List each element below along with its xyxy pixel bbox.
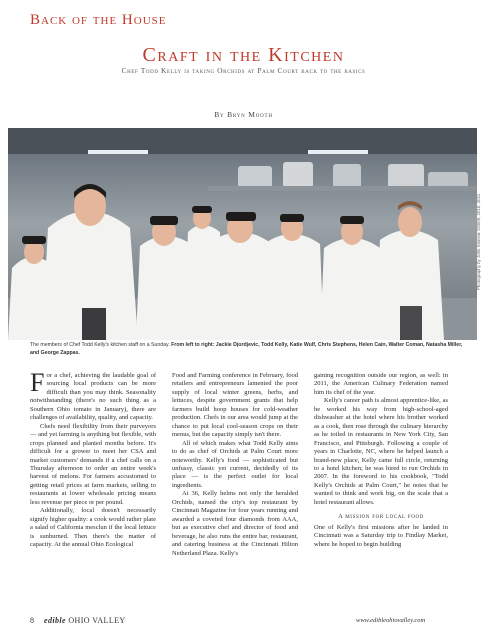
article-title: Craft in the Kitchen <box>142 44 345 66</box>
article-column-3 <box>314 372 448 622</box>
caption-text: The members of Chef Todd Kelly's kitchen staff on a Sunday. <box>30 342 170 348</box>
paragraph: At 36, Kelly helms not only the heralded Orchids, named the city's top restaurant by Cincinnati Magazine for four years running and awarded a coveted four diamonds from AAA, but as executive chef and director of food and beverage, he also runs the entire bar, restaurant, and catering business at the Cincinnati Hilton Netherland Plaza. Kelly's <box>172 490 298 557</box>
paragraph: Additionally, local doesn't necessarily signify higher quality: a cook would rather plate a salad of California mesclun if the local lettuce is sunburned. Then there's the matter of capacity. At the annual Ohio Ecological <box>30 507 156 549</box>
section-label: Back of the House <box>30 12 167 28</box>
website-url: www.edibleohiovalley.com <box>356 617 426 624</box>
magazine-title: OHIO VALLEY <box>68 616 126 625</box>
paragraph: Chefs need flexibility from their purveyors — and yet farming is anything but flexible, with crops planned and planted months before. It's difficult for a grower to meet her CSA and market customers' demands if a chef calls on a Thursday afternoon to order an entire week's harvest of melons. For farmers accustomed to getting retail prices at farm markets, selling to restaurants at lower wholesale pricing means less revenue per piece or per pound. <box>30 422 156 506</box>
article-subtitle: Chef Todd Kelly is taking Orchids at Palm Court back to the basics <box>121 66 366 75</box>
section-subhead: A mission for local food <box>338 513 424 521</box>
page-number: 8 <box>30 616 34 625</box>
article-column-2 <box>172 372 298 622</box>
paragraph: All of which makes what Todd Kelly aims to do as chef of Orchids at Palm Court more noteworthy. Kelly's food — sophisticated but unfussy, classic yet current, decidedly of its place — is the perfect outlet for local ingredients. <box>172 439 298 489</box>
paragraph: Food and Farming conference in February, food retailers and entrepreneurs lamented the poor supply of local winter greens, herbs, and lettuces, despite government grants that help farmers build hoop houses for cold-weather production. Chefs in our area would jump at the chance to put local cool-season crops on their menus, but the capacity simply isn't there. <box>172 372 298 439</box>
drop-cap: F <box>30 372 45 397</box>
paragraph <box>30 372 156 423</box>
photo-credit: Photography by John Kinnear ©2009, 2010, 2011 <box>476 193 481 290</box>
paragraph: One of Kelly's first missions after he landed in Cincinnati was a Saturday trip to Findlay Market, where he hoped to begin building <box>314 523 448 548</box>
article-column-1 <box>30 372 156 622</box>
caption-names: From left to right: Jackie Djordjevic, Todd Kelly, Katie Wulf, Chris Stephens, Helen Cain, Walter Coman, Natasha Miller, and George Zappas. <box>30 342 463 356</box>
magazine-name <box>44 616 126 625</box>
kitchen-staff-photo <box>8 128 477 340</box>
photo-caption <box>30 342 470 357</box>
paragraph: Kelly's career path is almost apprentice-like, as he worked his way from high-school-aged dishwasher at the hotel where his brother worked as a cook, then rose through the culinary hierarchy as he toiled in restaurants in New York City, San Francisco, and Pittsburgh. Following a couple of years in Charlotte, NC, where he helped launch a brand-new place, Kelly came full circle, returning to a hotel kitchen; he was hired to run Orchids in 2007. In the foreword to his cookbook, "Todd Kelly's Orchids at Palm Court," he notes that he wanted to think and work big, on the scale that a hotel restaurant allows. <box>314 397 448 506</box>
paragraph-text: or a chef, achieving the laudable goal of sourcing local products can be more difficult than you may think. Seasonality notwithstanding (there's no such thing as a Southern Ohio tomato in January), there are challenges of availability, quality, and capacity. <box>30 372 156 422</box>
byline: By Bryn Mooth <box>214 110 273 119</box>
paragraph: gaining recognition outside our region, as well: in 2011, the American Culinary Federation named him its chef of the year. <box>314 372 448 396</box>
magazine-prefix: edible <box>44 616 66 625</box>
